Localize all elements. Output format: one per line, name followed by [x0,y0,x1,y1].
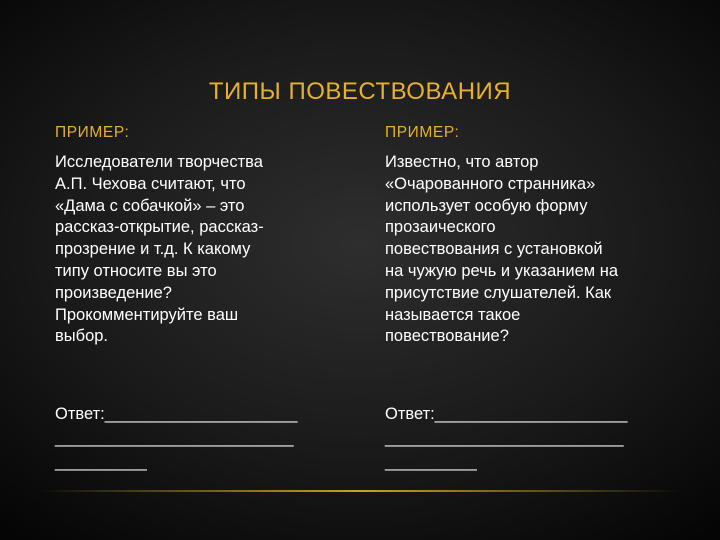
left-question-line: типу относите вы это [55,261,217,280]
right-example-label: ПРИМЕР: [385,124,460,141]
left-question-line: А.П. Чехова считают, что [55,174,246,193]
left-question-line: Исследователи творчества [55,153,263,171]
right-question-line: «Очарованного странника» [385,174,596,193]
decorative-gold-line [40,490,680,492]
right-question-text [385,152,675,348]
left-question-line: рассказ-открытие, рассказ- [55,218,264,237]
right-question-line: использует особую форму [385,196,588,215]
right-answer [385,402,627,474]
left-question-line: произведение? [55,283,172,302]
right-question-line: повествования с установкой [385,240,603,259]
left-example-column [55,124,330,348]
right-question-line: называется такое [385,305,521,324]
left-answer-line: __________ [55,453,147,471]
left-answer-line: __________________________ [55,429,294,447]
right-question-line: повествование? [385,327,509,346]
right-answer-line: Ответ:_____________________ [385,405,628,423]
right-question-line: прозаического [385,218,496,237]
slide-title: ТИПЫ ПОВЕСТВОВАНИЯ [208,78,512,105]
left-answer [55,402,297,474]
left-question-line: выбор. [55,327,109,346]
right-answer-line: __________ [385,453,477,471]
right-question-line: Известно, что автор [385,153,539,171]
right-example-column [385,124,675,348]
left-example-label: ПРИМЕР: [55,124,130,141]
left-answer-line: Ответ:_____________________ [55,405,298,423]
left-question-text [55,152,330,348]
right-answer-line: __________________________ [385,429,624,447]
left-question-line: Прокомментируйте ваш [55,305,239,324]
right-question-line: на чужую речь и указанием на [385,261,619,280]
right-question-line: присутствие слушателей. Как [385,283,612,302]
left-question-line: «Дама с собачкой» – это [55,196,245,215]
left-question-line: прозрение и т.д. К какому [55,240,251,259]
